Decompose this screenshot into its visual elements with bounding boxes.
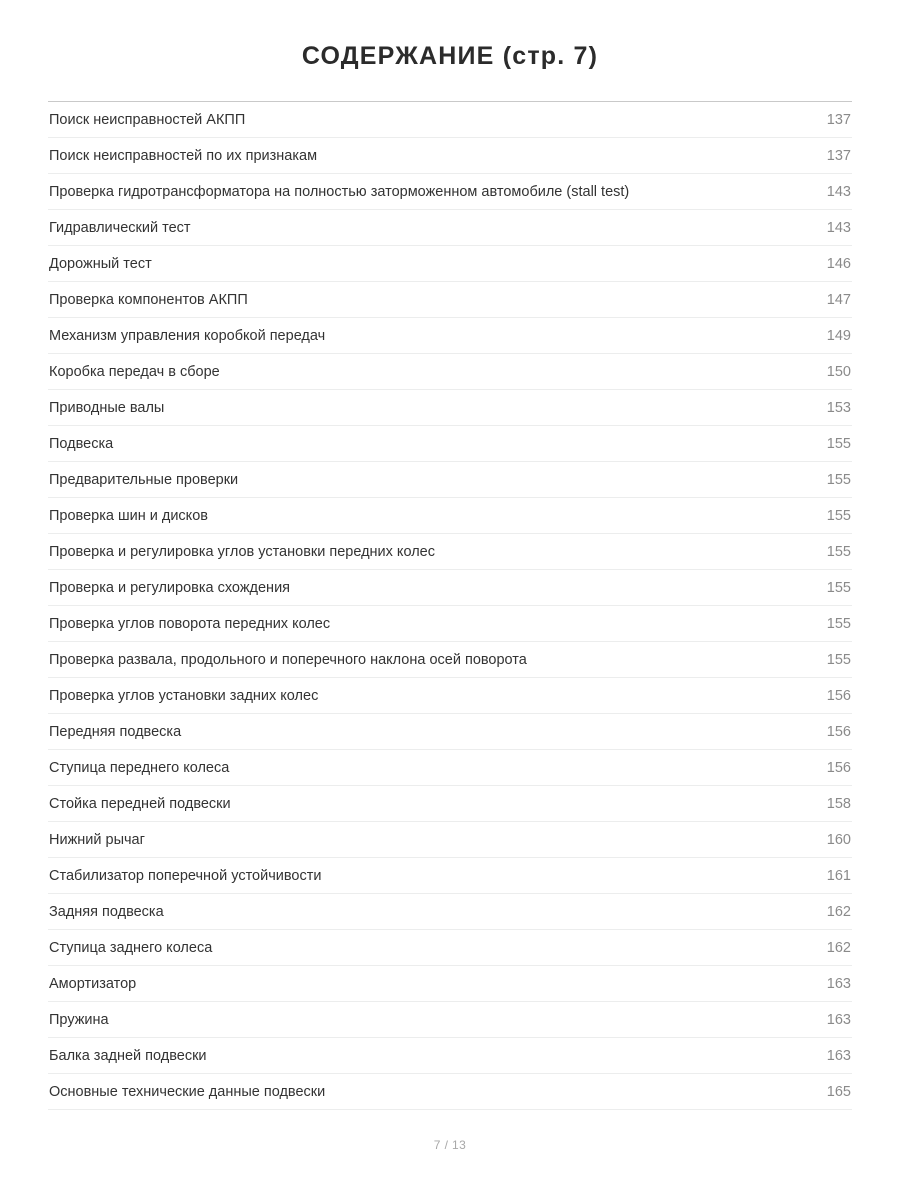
toc-entry-title: Ступица переднего колеса [49,760,230,776]
toc-entry[interactable] [48,858,852,894]
toc-entry-page-number: 163 [826,976,851,992]
toc-entry[interactable] [48,606,852,642]
toc-entry-page-number: 137 [826,112,851,128]
toc-entry-title: Проверка компонентов АКПП [49,292,248,308]
toc-entry[interactable] [48,210,852,246]
toc-entry[interactable] [48,426,852,462]
toc-entry-title: Коробка передач в сборе [49,364,220,380]
toc-entry-page-number: 162 [826,904,851,920]
toc-entry-page-number: 156 [826,760,851,776]
toc-entry[interactable] [48,498,852,534]
toc-entry-page-number: 155 [826,436,851,452]
toc-entry-page-number: 163 [826,1012,851,1028]
toc-entry[interactable] [48,822,852,858]
toc-entry-title: Проверка и регулировка схождения [49,580,291,596]
toc-entry-title: Стабилизатор поперечной устойчивости [49,868,322,884]
toc-entry-page-number: 162 [826,940,851,956]
toc-entry[interactable] [48,390,852,426]
toc-entry-title: Гидравлический тест [49,220,191,236]
toc-entry-title: Проверка развала, продольного и поперечного наклона осей поворота [49,652,527,668]
toc-entry-page-number: 158 [826,796,851,812]
toc-entry-title: Балка задней подвески [49,1048,207,1064]
toc-entry[interactable] [48,750,852,786]
toc-entry-title: Проверка шин и дисков [49,508,208,524]
toc-entry-page-number: 155 [826,652,851,668]
toc-entry-title: Дорожный тест [49,256,152,272]
toc-entry[interactable] [48,138,852,174]
toc-entry-page-number: 156 [826,724,851,740]
toc-entry[interactable] [48,570,852,606]
toc-entry-page-number: 153 [826,400,851,416]
toc-entry[interactable] [48,462,852,498]
toc-entry-page-number: 143 [826,184,851,200]
toc-entry-page-number: 161 [826,868,851,884]
toc-entry-page-number: 156 [826,688,851,704]
toc-entry-page-number: 150 [826,364,851,380]
toc-entry[interactable] [48,534,852,570]
toc-entry[interactable] [48,1038,852,1074]
toc-entry-title: Приводные валы [49,400,165,416]
toc-entry[interactable] [48,678,852,714]
toc-entry-page-number: 160 [826,832,851,848]
toc-entry-title: Передняя подвеска [49,724,182,740]
table-of-contents [48,101,852,1110]
toc-entry-page-number: 155 [826,544,851,560]
toc-entry-title: Проверка углов установки задних колес [49,688,319,704]
toc-entry[interactable] [48,246,852,282]
toc-entry-page-number: 147 [826,292,851,308]
toc-entry[interactable] [48,1002,852,1038]
toc-entry-title: Механизм управления коробкой передач [49,328,326,344]
toc-entry-page-number: 143 [826,220,851,236]
toc-entry-title: Задняя подвеска [49,904,164,920]
toc-entry-title: Предварительные проверки [49,472,239,488]
toc-entry-title: Основные технические данные подвески [49,1084,326,1100]
toc-entry-page-number: 155 [826,472,851,488]
toc-entry-title: Поиск неисправностей АКПП [49,112,246,128]
toc-entry[interactable] [48,786,852,822]
toc-entry-title: Пружина [49,1012,109,1028]
toc-entry[interactable] [48,174,852,210]
toc-entry-page-number: 137 [826,148,851,164]
page-footer: 7 / 13 [433,1138,467,1152]
toc-entry-title: Подвеска [49,436,114,452]
toc-entry-title: Проверка гидротрансформатора на полностью заторможенном автомобиле (stall test) [49,184,630,200]
toc-entry-title: Стойка передней подвески [49,796,231,812]
toc-entry[interactable] [48,282,852,318]
toc-entry-page-number: 146 [826,256,851,272]
toc-entry-page-number: 165 [826,1084,851,1100]
toc-entry[interactable] [48,318,852,354]
toc-entry-page-number: 155 [826,580,851,596]
toc-entry-title: Нижний рычаг [49,832,145,848]
toc-entry[interactable] [48,966,852,1002]
toc-entry[interactable] [48,894,852,930]
toc-entry-title: Проверка углов поворота передних колес [49,616,331,632]
toc-entry-page-number: 155 [826,616,851,632]
toc-entry-page-number: 163 [826,1048,851,1064]
toc-entry[interactable] [48,930,852,966]
toc-entry-title: Поиск неисправностей по их признакам [49,148,318,164]
toc-entry-title: Ступица заднего колеса [49,940,213,956]
toc-entry-page-number: 149 [826,328,851,344]
toc-entry[interactable] [48,714,852,750]
toc-entry[interactable] [48,1074,852,1110]
toc-entry-title: Проверка и регулировка углов установки передних колес [49,544,435,560]
toc-entry[interactable] [48,354,852,390]
toc-entry-page-number: 155 [826,508,851,524]
toc-entry[interactable] [48,642,852,678]
page-title: СОДЕРЖАНИЕ (стр. 7) [301,42,599,70]
toc-entry[interactable] [48,102,852,138]
toc-entry-title: Амортизатор [49,976,137,992]
